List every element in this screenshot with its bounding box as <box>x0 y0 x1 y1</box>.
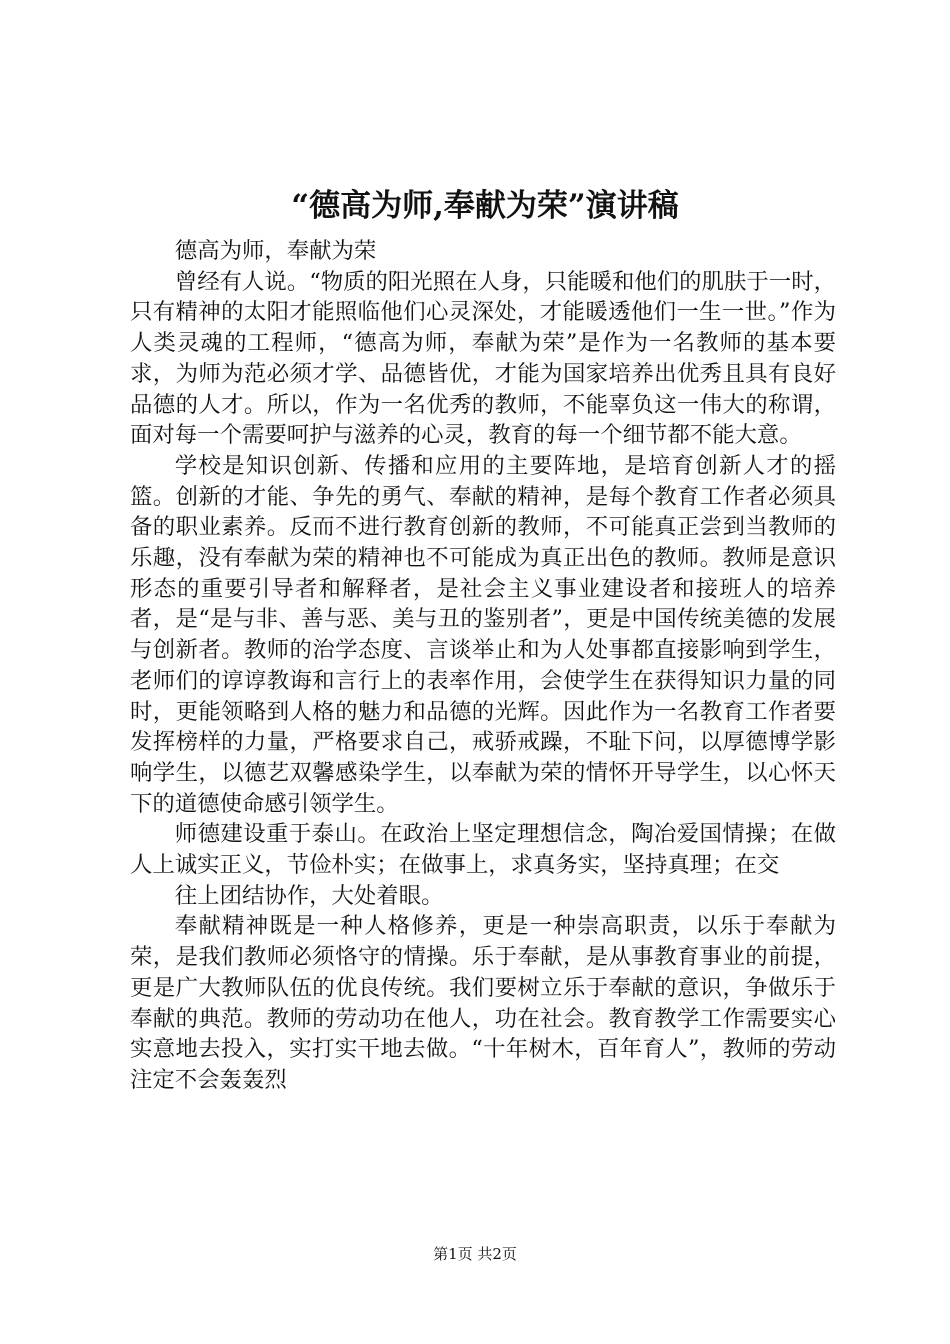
page-number-footer: 第1页 共2页 <box>433 1245 517 1263</box>
paragraph: 学校是知识创新、传播和应用的主要阵地，是培育创新人才的摇篮。创新的才能、争先的勇气、奉献的精神，是每个教育工作者必须具备的职业素养。反而不进行教育创新的教师，不可能真正尝到当教师的乐趣，没有奉献为荣的精神也不可能成为真正出色的教师。教师是意识形态的重要引导者和解释者，是社会主义事业建设者和接班人的培养者，是“是与非、善与恶、美与丑的鉴别者”，更是中国传统美德的发展与创新者。教师的治学态度、言谈举止和为人处事都直接影响到学生，老师们的谆谆教诲和言行上的表率作用，会使学生在获得知识力量的同时，更能领略到人格的魅力和品德的光辉。因此作为一名教育工作者要发挥榜样的力量，严格要求自己，戒骄戒躁，不耻下问，以厚德博学影响学生，以德艺双馨感染学生，以奉献为荣的情怀开导学生，以心怀天下的道德使命感引领学生。 <box>130 452 836 817</box>
paragraph: 曾经有人说。“物质的阳光照在人身，只能暖和他们的肌肤于一时，只有精神的太阳才能照临他们心灵深处，才能暖透他们一生一世。”作为人类灵魂的工程师，“德高为师，奉献为荣”是作为一名教师的基本要求，为师为范必须才学、品德皆优，才能为国家培养出优秀且具有良好品德的人才。所以，作为一名优秀的教师，不能辜负这一伟大的称谓，面对每一个需要呵护与滋养的心灵，教育的每一个细节都不能大意。 <box>130 268 836 449</box>
document-title: “德高为师,奉献为荣”演讲稿 <box>291 188 679 224</box>
paragraph: 往上团结协作，大处着眼。 <box>174 882 444 909</box>
document-body <box>130 236 836 1096</box>
paragraph: 奉献精神既是一种人格修养，更是一种崇高职责，以乐于奉献为荣，是我们教师必须恪守的情操。乐于奉献，是从事教育事业的前提，更是广大教师队伍的优良传统。我们要树立乐于奉献的意识，争做乐于奉献的典范。教师的劳动功在他人，功在社会。教育教学工作需要实心实意地去投入，实打实干地去做。“十年树木，百年育人”，教师的劳动注定不会轰轰烈 <box>130 913 836 1093</box>
paragraph-subtitle: 德高为师，奉献为荣 <box>174 238 377 264</box>
paragraph: 师德建设重于泰山。在政治上坚定理想信念，陶冶爱国情操；在做人上诚实正义，节俭朴实；在做事上，求真务实，坚持真理；在交 <box>130 821 836 879</box>
